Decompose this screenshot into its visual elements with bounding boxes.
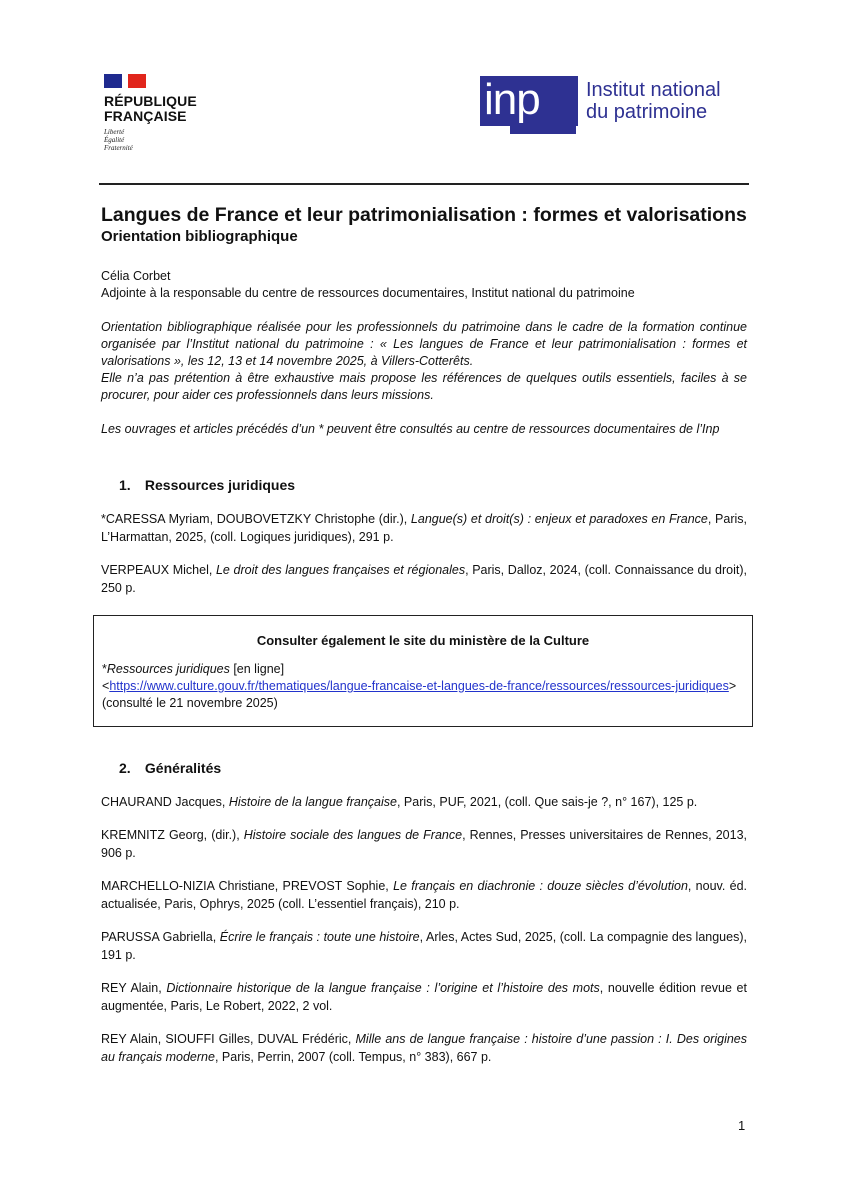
section-heading-generalites <box>119 759 747 777</box>
inp-mark-tab <box>510 126 576 134</box>
reference-entry <box>101 877 747 913</box>
inp-name <box>586 79 721 123</box>
intro-text <box>101 319 747 404</box>
reference-title: Histoire de la langue française <box>228 795 397 809</box>
motto-fraternite: Fraternité <box>104 144 133 152</box>
motto-egalite: Égalité <box>104 136 125 144</box>
reference-title: Langue(s) et droit(s) : enjeux et paradoxes en France <box>410 512 708 526</box>
ministry-resources-box <box>93 615 753 727</box>
entry-title: Ressources juridiques <box>106 662 230 676</box>
reference-entry <box>101 928 747 964</box>
reference-authors: REY Alain, <box>101 981 167 995</box>
inp-mark-icon <box>480 76 578 126</box>
republique-name-line2: FRANÇAISE <box>104 108 187 124</box>
document-subtitle: Orientation bibliographique <box>101 228 298 245</box>
document-title: Langues de France et leur patrimonialisation : formes et valorisations <box>101 204 747 226</box>
reference-authors: *CARESSA Myriam, DOUBOVETZKY Christophe (dir.), <box>101 512 411 526</box>
reference-title: Mille ans de langue française : histoire d’une passion : I. Des origines au français moderne <box>101 1032 748 1064</box>
reference-details: , Rennes, Presses universitaires de Rennes, 2013, 906 p. <box>101 828 747 860</box>
consulted-date: (consulté le 21 novembre 2025) <box>102 696 278 710</box>
availability-note: Les ouvrages et articles précédés d’un * peuvent être consultés au centre de ressources documentaires de l’Inp <box>101 422 720 436</box>
reference-entry <box>101 826 747 862</box>
author-block <box>101 268 747 302</box>
entry-prefix: * <box>102 662 107 676</box>
republique-name <box>104 94 214 124</box>
reference-entry <box>101 510 747 546</box>
reference-details: , nouvelle édition revue et augmentée, Paris, Le Robert, 2022, 2 vol. <box>101 981 747 1013</box>
reference-title: Histoire sociale des langues de France <box>243 828 463 842</box>
section-title: Ressources juridiques <box>144 477 296 493</box>
reference-details: , Paris, Perrin, 2007 (coll. Tempus, n° 383), 667 p. <box>214 1050 492 1064</box>
link-bracket-close: > <box>728 679 737 693</box>
reference-title: Le français en diachronie : douze siècles d’évolution <box>393 879 688 893</box>
inp-name-line2: du patrimoine <box>586 101 708 123</box>
reference-authors: PARUSSA Gabriella, <box>101 930 220 944</box>
box-entry <box>102 661 744 712</box>
reference-details: , Paris, L’Harmattan, 2025, (coll. Logiques juridiques), 291 p. <box>101 512 747 544</box>
flag-blue-band <box>104 74 122 88</box>
reference-entry <box>101 979 747 1015</box>
reference-entry <box>101 561 747 597</box>
document-body <box>101 203 747 1066</box>
flag-red-band <box>128 74 146 88</box>
reference-title: Écrire le français : toute une histoire <box>219 930 420 944</box>
link-bracket-open: < <box>102 679 110 693</box>
inp-logo <box>480 76 721 126</box>
section-title: Généralités <box>144 760 222 776</box>
reference-title: Le droit des langues françaises et régionales <box>215 563 466 577</box>
header-divider <box>99 183 749 185</box>
reference-authors: MARCHELLO-NIZIA Christiane, PREVOST Sophie, <box>101 879 394 893</box>
republique-motto <box>104 128 214 152</box>
republique-name-line1: RÉPUBLIQUE <box>104 93 197 109</box>
republique-francaise-logo <box>104 74 214 152</box>
inp-name-line1: Institut national <box>586 79 721 101</box>
marianne-flag-icon <box>104 74 146 88</box>
author-role: Adjointe à la responsable du centre de ressources documentaires, Institut national du patrimoine <box>101 286 635 300</box>
reference-authors: KREMNITZ Georg, (dir.), <box>101 828 244 842</box>
inp-mark-text: inp <box>484 75 540 124</box>
reference-details: , Paris, PUF, 2021, (coll. Que sais-je ?, n° 167), 125 p. <box>396 795 698 809</box>
reference-authors: REY Alain, SIOUFFI Gilles, DUVAL Frédéric, <box>101 1032 356 1046</box>
section-heading-ressources-juridiques <box>119 476 747 494</box>
entry-medium: [en ligne] <box>229 662 285 676</box>
culture-gouv-link[interactable]: https://www.culture.gouv.fr/thematiques/langue-francaise-et-langues-de-france/ressources/ressources-juridiques <box>109 679 729 693</box>
intro-paragraph-2: Elle n’a pas prétention à être exhaustive mais propose les références de quelques outils essentiels, faciles à se procurer, pour aider ces professionnels dans leurs missions. <box>101 371 747 402</box>
reference-title: Dictionnaire historique de la langue française : l’origine et l’histoire des mots <box>166 981 600 995</box>
author-name: Célia Corbet <box>101 269 171 283</box>
section-number: 2. <box>119 760 131 776</box>
box-heading: Consulter également le site du ministère de la Culture <box>256 633 590 648</box>
reference-authors: CHAURAND Jacques, <box>101 795 229 809</box>
page-number: 1 <box>738 1118 746 1133</box>
reference-details: , Paris, Dalloz, 2024, (coll. Connaissance du droit), 250 p. <box>101 563 747 595</box>
section-number: 1. <box>119 477 131 493</box>
reference-entry <box>101 793 747 811</box>
reference-details: , Arles, Actes Sud, 2025, (coll. La compagnie des langues), 191 p. <box>101 930 747 962</box>
motto-liberte: Liberté <box>104 128 125 136</box>
reference-entry <box>101 1030 747 1066</box>
intro-paragraph-1: Orientation bibliographique réalisée pour les professionnels du patrimoine dans le cadre de la formation continue organisée par l’Institut national du patrimoine : « Les langues de France et leur patrimonialisation : formes et valorisations », les 12, 13 et 14 novembre 2025, à Villers-Cotterêts. <box>101 320 747 368</box>
reference-authors: VERPEAUX Michel, <box>101 563 216 577</box>
reference-details: , nouv. éd. actualisée, Paris, Ophrys, 2025 (coll. L’essentiel français), 210 p. <box>101 879 747 911</box>
